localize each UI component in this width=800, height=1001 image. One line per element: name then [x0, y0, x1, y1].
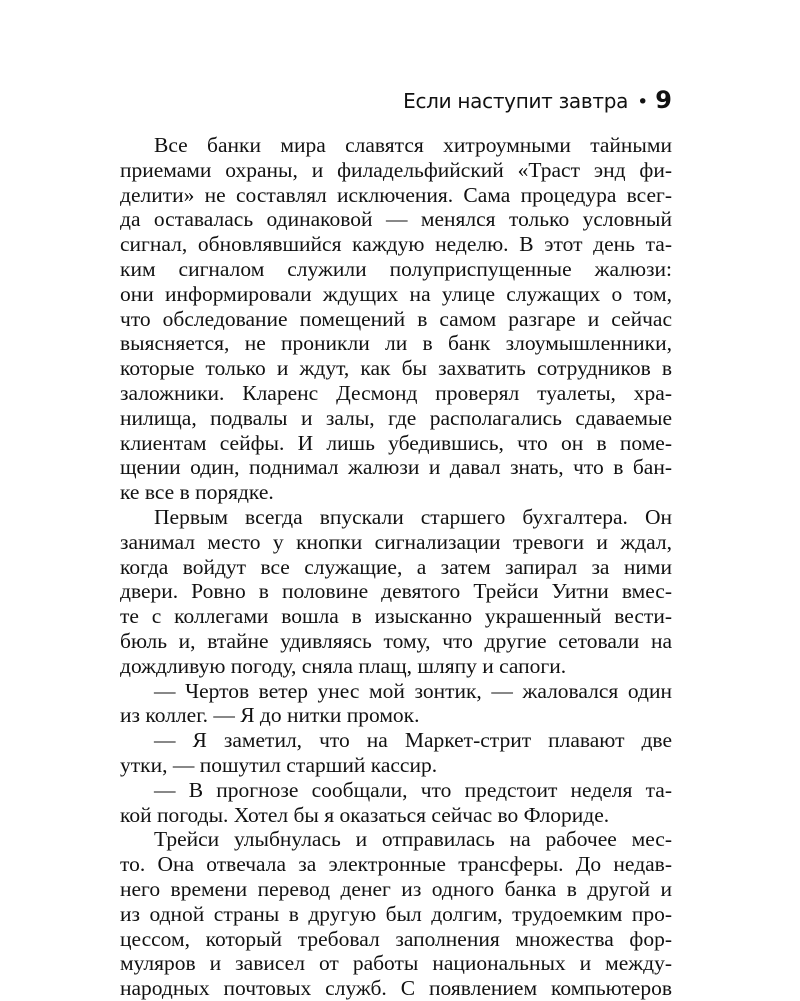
text-line: цессом, который требовал заполнения множества фор-: [120, 926, 672, 951]
text-line: что обследование помещений в самом разгаре и сейчас: [120, 306, 672, 331]
text-line: из коллег. — Я до нитки промок.: [120, 703, 420, 728]
text-line: занимал место у кнопки сигнализации тревоги и ждал,: [120, 529, 672, 554]
text-line: ке все в порядке.: [120, 480, 274, 505]
text-line: двери. Ровно в половине девятого Трейси Уитни вмес-: [120, 579, 672, 604]
text-line: то. Она отвечала за электронные трансферы. До недав-: [120, 852, 672, 877]
text-line: него времени перевод денег из одного банка в другой и: [120, 876, 672, 901]
text-line: кой погоды. Хотел бы я оказаться сейчас во Флориде.: [120, 802, 610, 827]
text-line: да оставалась одинаковой — менялся только условный: [120, 207, 672, 232]
text-line: приемами охраны, и филадельфийский «Траст энд фи-: [120, 157, 672, 182]
header-separator-bullet: •: [637, 91, 649, 113]
text-line: заложники. Кларенс Десмонд проверял туалеты, хра-: [120, 380, 672, 405]
text-line: Первым всегда впускали старшего бухгалтера. Он: [154, 504, 672, 529]
text-line: когда войдут все служащие, а затем запирал за ними: [120, 554, 672, 579]
text-line: — В прогнозе сообщали, что предстоит неделя та-: [154, 777, 672, 802]
text-line: муляров и зависел от работы национальных и между-: [120, 951, 672, 976]
text-line: клиентам сейфы. И лишь убедившись, что он в поме-: [120, 430, 672, 455]
book-title: Если наступит завтра: [403, 89, 629, 113]
text-line: которые только и ждут, как бы захватить сотрудников в: [120, 356, 672, 381]
text-line: делити» не составлял исключения. Сама процедура всег-: [120, 182, 672, 207]
text-line: Трейси улыбнулась и отправилась на рабочее мес-: [154, 827, 672, 852]
text-line: выясняется, не проникли ли в банк злоумышленники,: [120, 331, 672, 356]
body-text: [120, 133, 672, 1001]
text-line: сигнал, обновлявшийся каждую неделю. В этот день та-: [120, 232, 672, 257]
text-line: они информировали ждущих на улице служащих о том,: [120, 281, 672, 306]
text-line: — Чертов ветер унес мой зонтик, — жаловался один: [154, 678, 672, 703]
text-line: дождливую погоду, сняла плащ, шляпу и сапоги.: [120, 653, 567, 678]
text-line: ким сигналом служили полуприспущенные жалюзи:: [120, 256, 672, 281]
text-line: щении один, поднимал жалюзи и давал знать, что в бан-: [120, 455, 672, 480]
text-line: утки, — пошутил старший кассир.: [120, 752, 438, 777]
text-line: те с коллегами вошла в изысканно украшенный вести-: [120, 604, 672, 629]
text-line: народных почтовых служб. С появлением компьютеров: [120, 976, 672, 1001]
page-number: 9: [655, 86, 672, 114]
running-head: [390, 86, 672, 116]
text-line: нилища, подвалы и залы, где располагались сдаваемые: [120, 405, 672, 430]
text-line: — Я заметил, что на Маркет-стрит плавают две: [154, 728, 672, 753]
text-line: из одной страны в другую был долгим, трудоемким про-: [120, 901, 672, 926]
text-line: бюль и, втайне удивляясь тому, что другие сетовали на: [120, 628, 672, 653]
text-line: Все банки мира славятся хитроумными тайными: [154, 133, 672, 157]
